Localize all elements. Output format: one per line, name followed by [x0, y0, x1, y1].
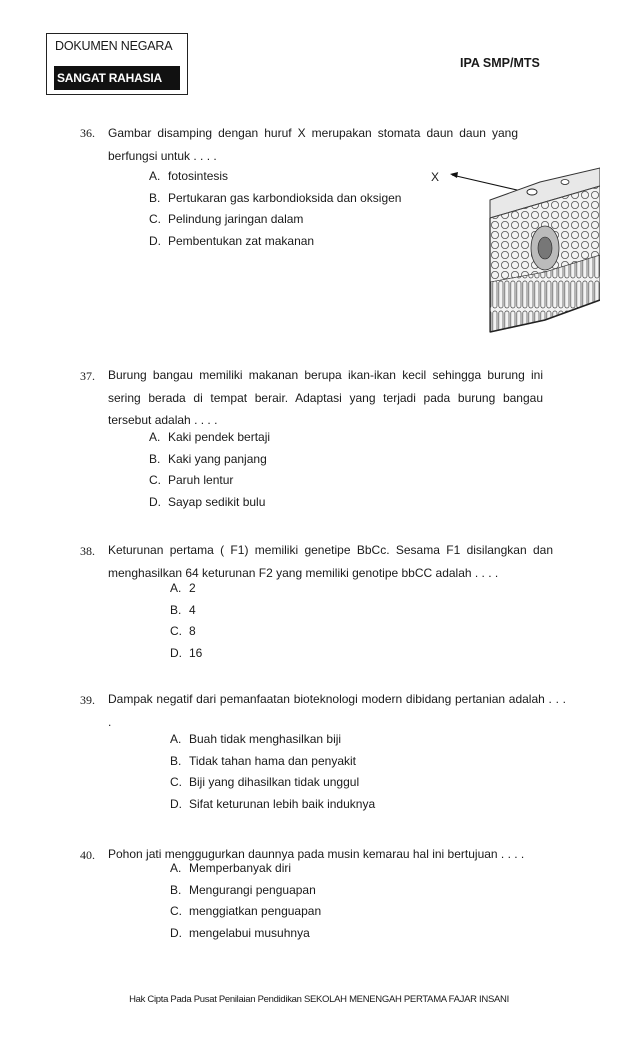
option-b[interactable]: B. Mengurangi penguapan	[170, 882, 316, 897]
answer-options	[149, 166, 401, 252]
option-c[interactable]: C. Pelindung jaringan dalam	[149, 212, 304, 226]
question-text: Keturunan pertama ( F1) memiliki genetipe BbCc. Sesama F1 disilangkan dan menghasilkan 64 keturunan F2 yang memiliki genotipe bbCC adalah . . . .	[108, 543, 553, 580]
question-text: Burung bangau memiliki makanan berupa ikan-ikan kecil sehingga burung ini sering berada di tempat berair. Adaptasi yang terjadi pada burung bangau tersebut adalah . . . .	[108, 368, 543, 427]
figure-x-label: X	[431, 170, 440, 184]
option-d[interactable]: D. Sayap sedikit bulu	[149, 494, 266, 509]
question-text: Pohon jati menggugurkan daunnya pada musin kemarau hal ini bertujuan . . . .	[108, 847, 525, 861]
copyright-footer: Hak Cipta Pada Pusat Penilaian Pendidikan SEKOLAH MENENGAH PERTAMA FAJAR INSANI	[129, 994, 509, 1005]
option-a[interactable]: A. fotosintesis	[149, 169, 229, 183]
document-type-label: DOKUMEN NEGARA	[55, 39, 173, 53]
question-text: Dampak negatif dari pemanfaatan bioteknologi modern dibidang pertanian adalah . . . .	[108, 692, 566, 729]
option-b[interactable]: B. 4	[170, 602, 196, 617]
question-number: 40.	[80, 848, 95, 862]
document-header-box	[46, 33, 188, 95]
option-d[interactable]: D. 16	[170, 645, 203, 660]
option-a[interactable]: A. Buah tidak menghasilkan biji	[170, 732, 342, 746]
option-b[interactable]: B. Kaki yang panjang	[149, 451, 267, 466]
option-b[interactable]: B. Tidak tahan hama dan penyakit	[170, 753, 356, 768]
question-text: Gambar disamping dengan huruf X merupakan stomata daun daun yang berfungsi untuk . . . .	[108, 126, 518, 163]
question-number: 37.	[80, 369, 95, 383]
answer-options	[149, 427, 270, 513]
question-number: 36.	[80, 126, 95, 140]
answer-options	[170, 858, 321, 944]
option-c[interactable]: C. 8	[170, 624, 196, 638]
leaf-cross-section-figure	[450, 160, 600, 340]
subject-title: IPA SMP/MTS	[460, 56, 540, 70]
answer-options	[170, 578, 202, 664]
question-number: 38.	[80, 544, 95, 558]
option-a[interactable]: A. Memperbanyak diri	[170, 861, 292, 875]
option-c[interactable]: C. Biji yang dihasilkan tidak unggul	[170, 775, 360, 789]
option-d[interactable]: D. Pembentukan zat makanan	[149, 233, 315, 248]
option-d[interactable]: D. mengelabui musuhnya	[170, 925, 310, 940]
option-c[interactable]: C. menggiatkan penguapan	[170, 904, 322, 918]
option-a[interactable]: A. 2	[170, 581, 196, 595]
option-d[interactable]: D. Sifat keturunan lebih baik induknya	[170, 796, 376, 811]
option-c[interactable]: C. Paruh lentur	[149, 473, 234, 487]
stomata-mark	[527, 189, 537, 195]
question-number: 39.	[80, 693, 95, 707]
classification-badge: SANGAT RAHASIA	[54, 66, 180, 90]
answer-options	[170, 729, 375, 815]
option-b[interactable]: B. Pertukaran gas karbondioksida dan oksigen	[149, 190, 402, 205]
option-a[interactable]: A. Kaki pendek bertaji	[149, 430, 271, 444]
